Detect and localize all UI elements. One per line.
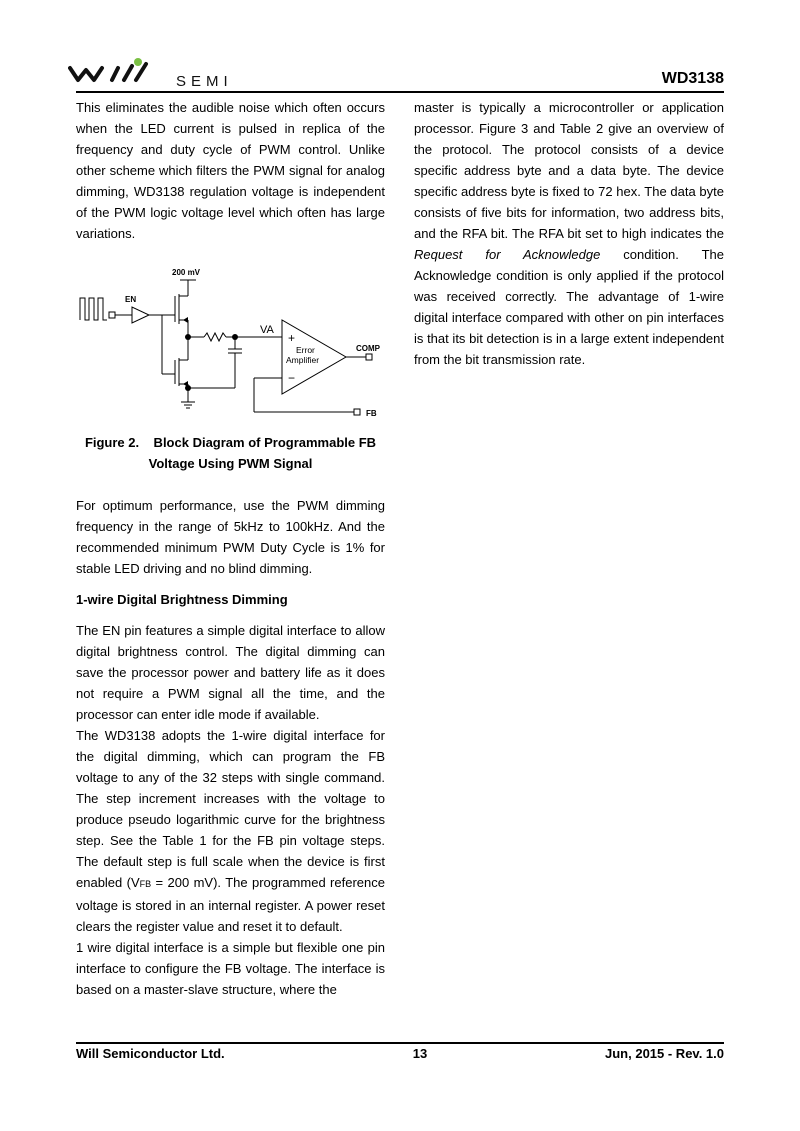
fb-pin-label: FB — [366, 409, 377, 418]
will-semi-logo — [68, 56, 258, 92]
comp-pin-label: COMP — [356, 344, 380, 353]
rail-voltage-label: 200 mV — [172, 268, 201, 277]
en-pin-label: EN — [125, 295, 137, 304]
brand-text: SEMI — [176, 73, 233, 90]
amp-plus-label: + — [288, 331, 296, 345]
section-heading: 1-wire Digital Brightness Dimming — [76, 592, 288, 607]
va-node-label: VA — [260, 324, 274, 336]
figure-caption — [76, 432, 385, 474]
amp-label-line1: Error — [296, 345, 315, 355]
amp-minus-label: − — [288, 371, 296, 385]
footer-date-revision: Jun, 2015 - Rev. 1.0 — [605, 1046, 724, 1061]
paragraph: For optimum performance, use the PWM dimming frequency in the range of 5kHz to 100kHz. And the recommended minimum PWM Duty Cycle is 1% for stable LED driving and no blind dimming. — [76, 498, 385, 576]
block-diagram-figure — [76, 262, 385, 422]
right-column — [414, 97, 724, 370]
page-header — [68, 56, 724, 92]
left-column — [76, 97, 385, 244]
footer-page-number: 13 — [412, 1046, 428, 1061]
left-column-lower — [76, 495, 385, 1000]
header-rule — [76, 91, 724, 93]
paragraph: master is typically a microcontroller or application processor. Figure 3 and Table 2 give an overview of the protocol. The protocol consists of a device specific address byte and a data byte. The device specific address byte is fixed to 72 hex. The data byte consists of five bits for information, two address bits, and the RFA bit. The RFA bit set to high indicates the Request for Acknowledge condition. The Acknowledge condition is only applied if the protocol was received correctly. The advantage of 1-wire digital interface compared with other on pin interfaces is that its bit detection is in a large extent independent from the bit transmission rate. — [414, 100, 724, 367]
footer-company: Will Semiconductor Ltd. — [76, 1046, 225, 1061]
paragraph: This eliminates the audible noise which often occurs when the LED current is pulsed in replica of the frequency and duty cycle of PWM control. Unlike other scheme which filters the PWM signal for analog dimming, WD3138 regulation voltage is independent of the PWM logic voltage level which often has large variations. — [76, 100, 385, 241]
caption-line-1: Figure 2. Block Diagram of Programmable FB — [84, 435, 377, 450]
footer-rule — [76, 1042, 724, 1044]
subscript-fb: FB — [139, 879, 152, 889]
amp-label-line2: Amplifier — [286, 355, 320, 365]
paragraph: The WD3138 adopts the 1-wire digital interface for the digital dimming, which can program the FB voltage to any of the 32 steps with single command. The step increment increases with the voltage to produce pseudo logarithmic curve for the brightness step. See the Table 1 for the FB pin voltage steps. The default step is full scale when the device is first enabled (VFB = 200 mV). The programmed reference voltage is stored in an internal register. A power reset clears the register value and reset it to default. — [76, 728, 385, 934]
paragraph: 1 wire digital interface is a simple but flexible one pin interface to configure the FB voltage. The interface is based on a master-slave structure, where the — [76, 940, 385, 997]
paragraph: The EN pin features a simple digital interface to allow digital brightness control. The digital dimming can save the processor power and battery life as it does not require a PWM signal all the time, and the processor can enter idle mode if available. — [76, 623, 385, 722]
caption-line-2: Voltage Using PWM Signal — [148, 456, 313, 471]
emphasis-text: Request for Acknowledge — [414, 247, 601, 262]
document-id: WD3138 — [661, 70, 724, 87]
